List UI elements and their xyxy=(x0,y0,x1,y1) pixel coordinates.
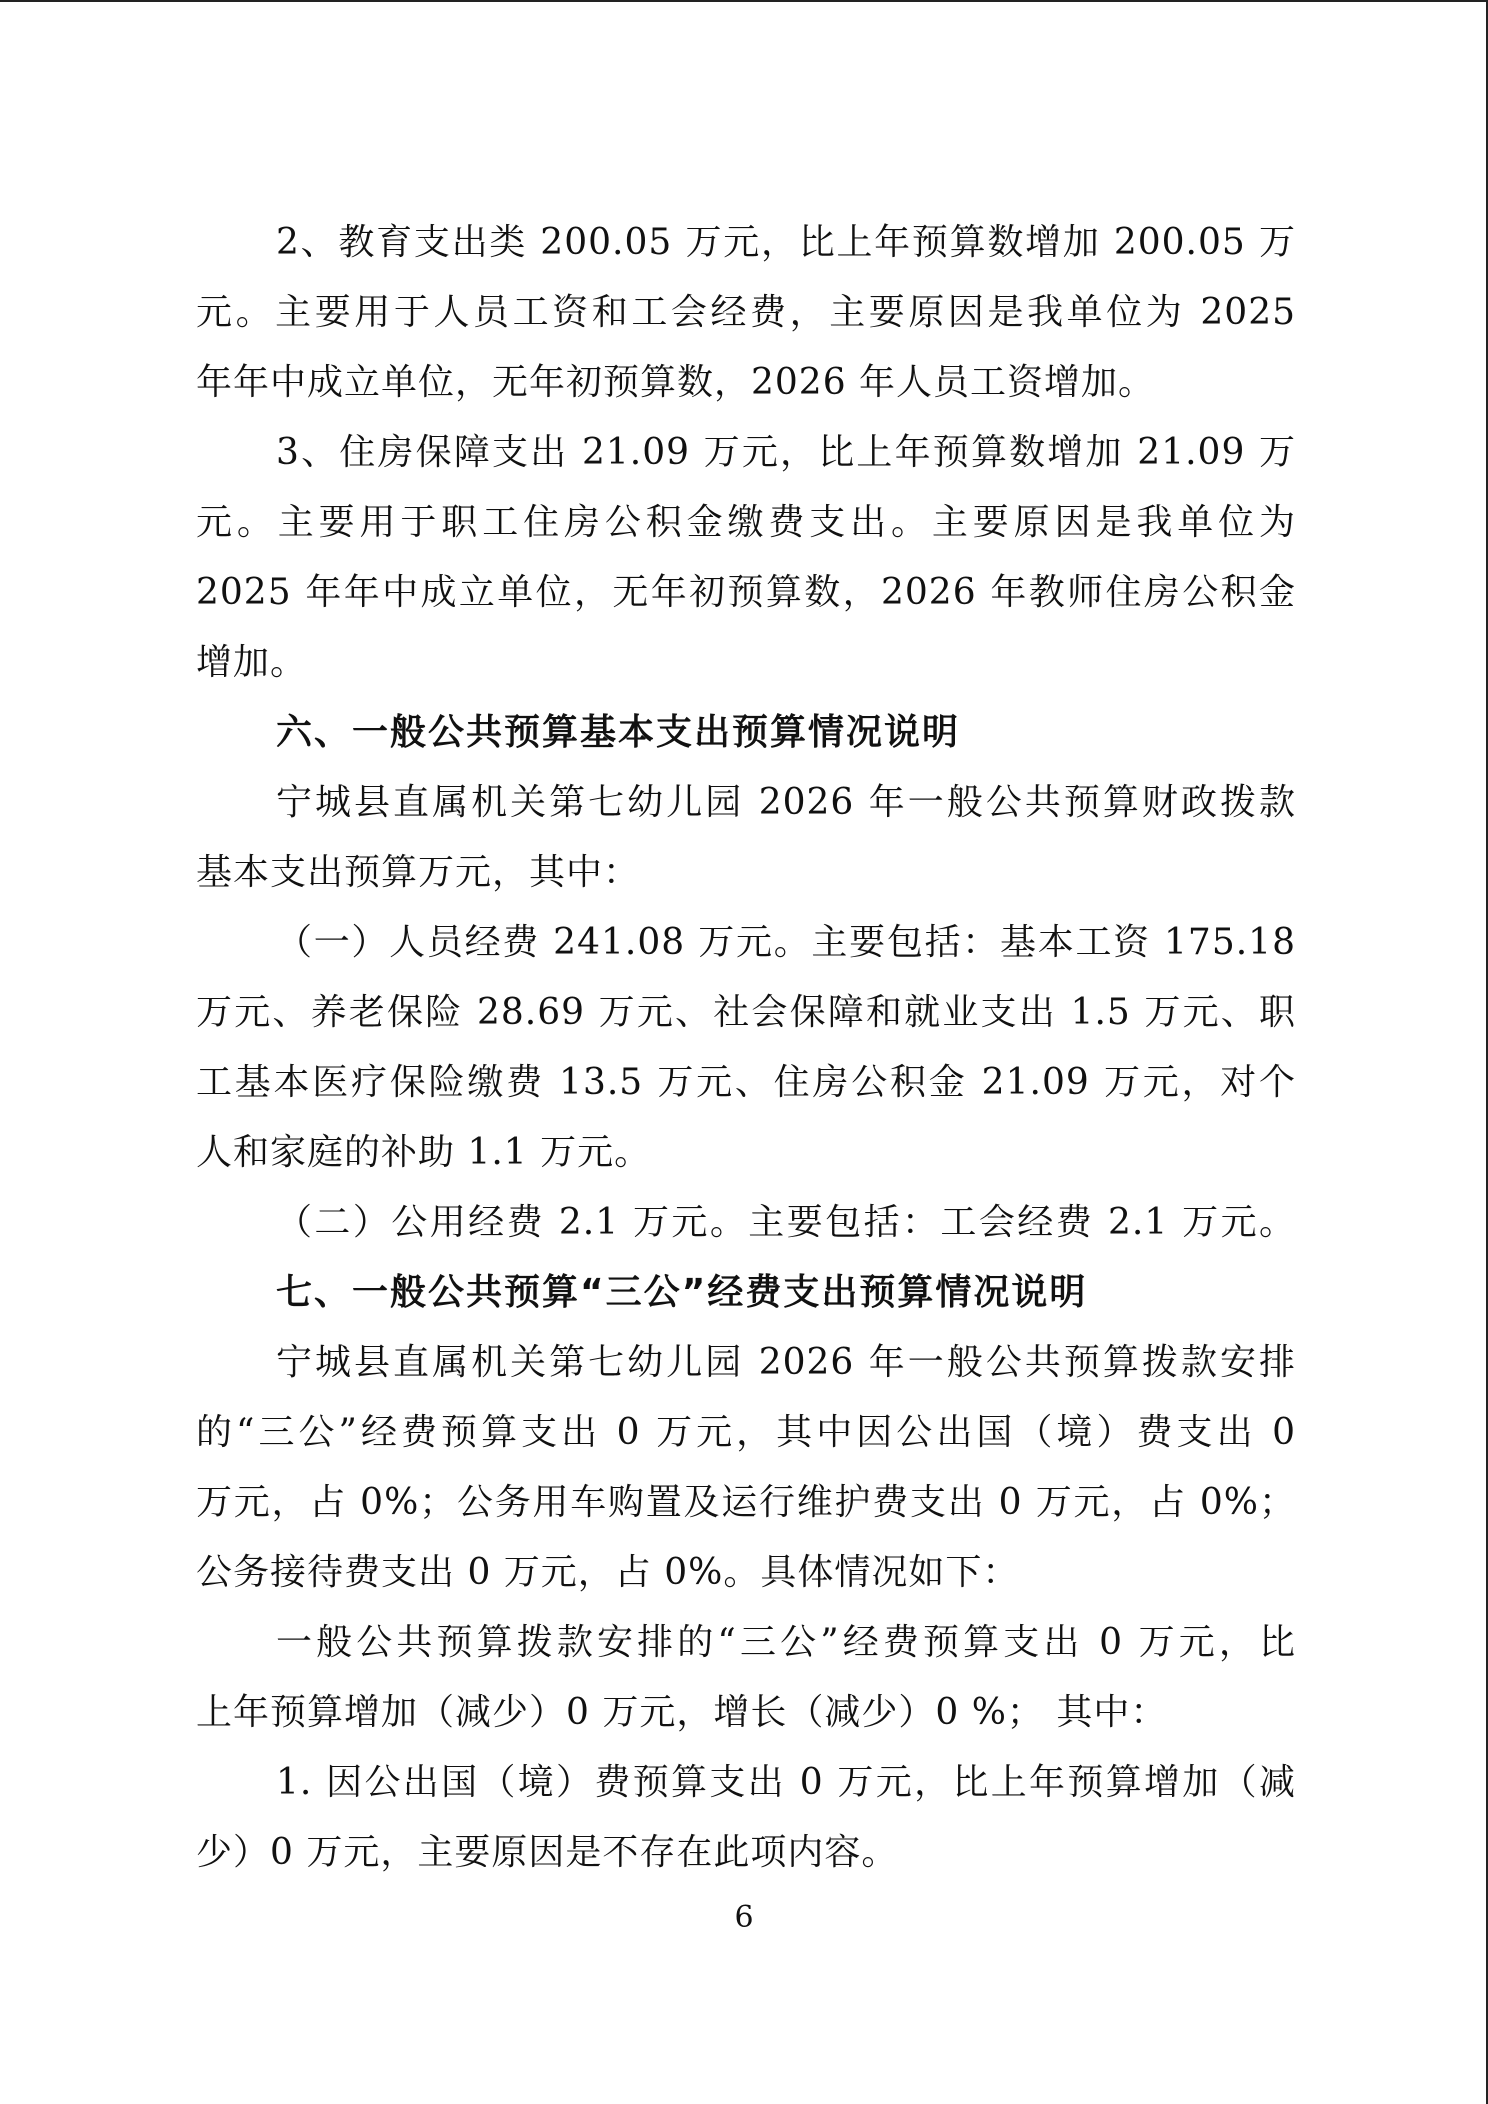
para-housing-line-4: 增加。 xyxy=(196,642,308,683)
para-basic-expense-line-2: 基本支出预算万元，其中： xyxy=(196,852,641,893)
document-body xyxy=(196,208,1296,1888)
para-personnel-line-1: （一）人员经费 241.08 万元。主要包括：基本工资 175.18 xyxy=(276,922,1296,963)
para-three-public-change-line-1: 一般公共预算拨款安排的“三公”经费预算支出 0 万元，比 xyxy=(276,1622,1296,1663)
para-three-public-line-3: 万元，占 0%；公务用车购置及运行维护费支出 0 万元，占 0%； xyxy=(196,1482,1296,1523)
section-heading-6: 六、一般公共预算基本支出预算情况说明 xyxy=(276,712,961,753)
para-three-public-change-line-2: 上年预算增加（减少）0 万元，增长（减少）0 %； 其中： xyxy=(196,1692,1168,1733)
para-personnel-line-4: 人和家庭的补助 1.1 万元。 xyxy=(196,1132,652,1173)
para-three-public-line-4: 公务接待费支出 0 万元，占 0%。具体情况如下： xyxy=(196,1552,1020,1593)
para-abroad-line-2: 少）0 万元，主要原因是不存在此项内容。 xyxy=(196,1832,899,1873)
para-housing-line-1: 3、住房保障支出 21.09 万元，比上年预算数增加 21.09 万 xyxy=(276,432,1296,473)
para-education-line-1: 2、教育支出类 200.05 万元，比上年预算数增加 200.05 万 xyxy=(276,222,1296,263)
para-personnel-line-3: 工基本医疗保险缴费 13.5 万元、住房公积金 21.09 万元，对个 xyxy=(196,1062,1296,1103)
para-education-line-3: 年年中成立单位，无年初预算数，2026 年人员工资增加。 xyxy=(196,362,1156,403)
para-abroad-line-1: 1. 因公出国（境）费预算支出 0 万元，比上年预算增加（减 xyxy=(276,1762,1296,1803)
para-housing-line-3: 2025 年年中成立单位，无年初预算数，2026 年教师住房公积金 xyxy=(196,572,1296,613)
para-personnel-line-2: 万元、养老保险 28.69 万元、社会保障和就业支出 1.5 万元、职 xyxy=(196,992,1296,1033)
para-housing-line-2: 元。主要用于职工住房公积金缴费支出。主要原因是我单位为 xyxy=(196,502,1296,543)
page-number: 6 xyxy=(734,1900,754,1935)
para-public-expense: （二）公用经费 2.1 万元。主要包括：工会经费 2.1 万元。 xyxy=(276,1202,1296,1243)
para-three-public-line-2: 的“三公”经费预算支出 0 万元，其中因公出国（境）费支出 0 xyxy=(196,1412,1296,1453)
para-education-line-2: 元。主要用于人员工资和工会经费，主要原因是我单位为 2025 xyxy=(196,292,1296,333)
section-heading-7: 七、一般公共预算“三公”经费支出预算情况说明 xyxy=(276,1272,1088,1313)
para-three-public-line-1: 宁城县直属机关第七幼儿园 2026 年一般公共预算拨款安排 xyxy=(276,1342,1296,1383)
para-basic-expense-line-1: 宁城县直属机关第七幼儿园 2026 年一般公共预算财政拨款 xyxy=(276,782,1296,823)
